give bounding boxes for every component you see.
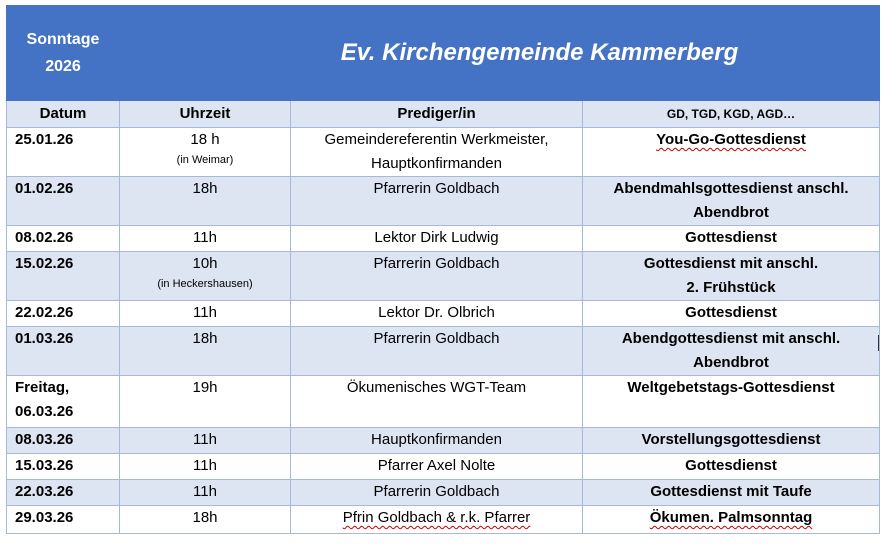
date-cell[interactable]: [7, 428, 120, 454]
preacher-line1: Hauptkonfirmanden: [371, 431, 502, 448]
preacher-cell[interactable]: [291, 376, 583, 428]
date-text: 22.02.26: [15, 304, 74, 321]
kind-cell[interactable]: [583, 301, 880, 327]
kind-cell[interactable]: [583, 428, 880, 454]
preacher-line1: Ökumenisches WGT-Team: [346, 379, 527, 396]
header-time[interactable]: Uhrzeit: [120, 101, 291, 128]
preacher-cell[interactable]: [291, 226, 583, 252]
preacher-cell[interactable]: [291, 506, 583, 534]
time-text: 10h: [192, 255, 218, 272]
kind-cell[interactable]: [583, 506, 880, 534]
table-row: [7, 327, 880, 376]
date-cell[interactable]: [7, 376, 120, 428]
kind-line1: Gottesdienst mit anschl.: [643, 255, 819, 272]
kind-line1: Gottesdienst: [685, 457, 777, 474]
kind-line1: Gottesdienst: [685, 229, 777, 246]
preacher-cell[interactable]: [291, 301, 583, 327]
preacher-cell[interactable]: [291, 177, 583, 226]
preacher-line1: Lektor Dirk Ludwig: [374, 229, 499, 246]
header-row: [7, 101, 880, 128]
table-row: [7, 177, 880, 226]
kind-cell[interactable]: [583, 480, 880, 506]
preacher-cell[interactable]: [291, 454, 583, 480]
kind-cell[interactable]: [583, 226, 880, 252]
table-row: [7, 301, 880, 327]
date-cell[interactable]: [7, 177, 120, 226]
preacher-cell[interactable]: [291, 428, 583, 454]
date-cell[interactable]: [7, 454, 120, 480]
schedule-sheet: [6, 5, 879, 534]
date-text: 29.03.26: [15, 509, 74, 526]
preacher-line1: Pfarrerin Goldbach: [373, 180, 500, 197]
kind-cell[interactable]: [583, 128, 880, 177]
date-cell[interactable]: [7, 226, 120, 252]
time-cell[interactable]: [120, 301, 291, 327]
kind-line1: Gottesdienst: [685, 304, 777, 321]
kind-cell[interactable]: [583, 252, 880, 301]
preacher-line1: Pfarrer Axel Nolte: [377, 457, 496, 474]
time-text: 18 h: [190, 131, 220, 148]
table-row: [7, 506, 880, 534]
kind-line2: Abendbrot: [693, 204, 769, 221]
time-cell[interactable]: [120, 128, 291, 177]
preacher-line1: Pfarrerin Goldbach: [373, 330, 500, 347]
date-cell[interactable]: [7, 128, 120, 177]
time-text: 11h: [193, 483, 217, 500]
table-row: [7, 128, 880, 177]
date-text: 22.03.26: [15, 483, 74, 500]
table-row: [7, 454, 880, 480]
time-text: 11h: [193, 304, 217, 321]
date-text: 08.03.26: [15, 431, 74, 448]
time-cell[interactable]: [120, 428, 291, 454]
date-text: 15.03.26: [15, 457, 74, 474]
banner-left-line2: 2026: [45, 58, 81, 75]
header-kind[interactable]: GD, TGD, KGD, AGD…: [583, 101, 880, 128]
date-text: 08.02.26: [15, 229, 74, 246]
date-cell[interactable]: [7, 301, 120, 327]
banner-left-cell[interactable]: [7, 6, 120, 101]
kind-line1: Vorstellungsgottesdienst: [641, 431, 821, 448]
time-text: 11h: [193, 457, 217, 474]
preacher-cell[interactable]: [291, 128, 583, 177]
table-row: [7, 252, 880, 301]
time-text: 18h: [192, 180, 218, 197]
time-cell[interactable]: [120, 252, 291, 301]
preacher-cell[interactable]: [291, 252, 583, 301]
time-note: (in Heckershausen): [157, 278, 253, 290]
schedule-table: [6, 5, 880, 534]
kind-line1: Ökumen. Palmsonntag: [649, 509, 813, 526]
kind-cell[interactable]: [583, 327, 880, 376]
preacher-line1: Pfarrerin Goldbach: [373, 255, 500, 272]
date-text: Freitag,: [15, 379, 70, 396]
time-cell[interactable]: [120, 327, 291, 376]
kind-cell[interactable]: [583, 454, 880, 480]
table-row: [7, 480, 880, 506]
kind-line1: Gottesdienst mit Taufe: [650, 483, 812, 500]
time-cell[interactable]: [120, 480, 291, 506]
preacher-line1: Pfrin Goldbach & r.k. Pfarrer: [342, 509, 531, 526]
table-row: [7, 226, 880, 252]
banner-left-line1: Sonntage: [26, 31, 100, 48]
time-text: 18h: [192, 330, 218, 347]
date-text-line2: 06.03.26: [15, 403, 74, 420]
preacher-line1: Lektor Dr. Olbrich: [378, 304, 495, 321]
time-text: 19h: [192, 379, 218, 396]
date-cell[interactable]: [7, 327, 120, 376]
kind-line1: Abendmahlsgottesdienst anschl.: [613, 180, 849, 197]
kind-line2: Abendbrot: [693, 354, 769, 371]
date-text: 01.02.26: [15, 180, 74, 197]
date-cell[interactable]: [7, 252, 120, 301]
preacher-line2: Hauptkonfirmanden: [371, 155, 502, 172]
time-text: 11h: [193, 229, 217, 246]
date-text: 01.03.26: [15, 330, 74, 347]
header-date[interactable]: Datum: [7, 101, 120, 128]
time-text: 18h: [192, 509, 218, 526]
time-note: (in Weimar): [176, 154, 234, 166]
preacher-line1: Gemeindereferentin Werkmeister,: [324, 131, 549, 148]
date-text: 25.01.26: [15, 131, 74, 148]
kind-line1: Weltgebetstags-Gottesdienst: [627, 379, 835, 396]
table-row: [7, 376, 880, 428]
kind-cell[interactable]: [583, 177, 880, 226]
kind-line1: Abendgottesdienst mit anschl.: [621, 330, 841, 347]
kind-line1: You-Go-Gottesdienst: [656, 131, 806, 148]
date-text: 15.02.26: [15, 255, 74, 272]
time-cell[interactable]: [120, 454, 291, 480]
preacher-cell[interactable]: [291, 327, 583, 376]
time-cell[interactable]: [120, 506, 291, 534]
date-cell[interactable]: [7, 506, 120, 534]
preacher-line1: Pfarrerin Goldbach: [373, 483, 500, 500]
header-preacher[interactable]: Prediger/in: [291, 101, 583, 128]
kind-line2: 2. Frühstück: [686, 279, 776, 296]
text-cursor: [878, 335, 879, 351]
time-cell[interactable]: [120, 226, 291, 252]
kind-cell[interactable]: [583, 376, 880, 428]
banner-row: [7, 6, 880, 101]
time-cell[interactable]: [120, 177, 291, 226]
date-cell[interactable]: [7, 480, 120, 506]
preacher-cell[interactable]: [291, 480, 583, 506]
table-row: [7, 428, 880, 454]
banner-title[interactable]: Ev. Kirchengemeinde Kammerberg: [120, 6, 880, 101]
time-cell[interactable]: [120, 376, 291, 428]
time-text: 11h: [193, 431, 217, 448]
